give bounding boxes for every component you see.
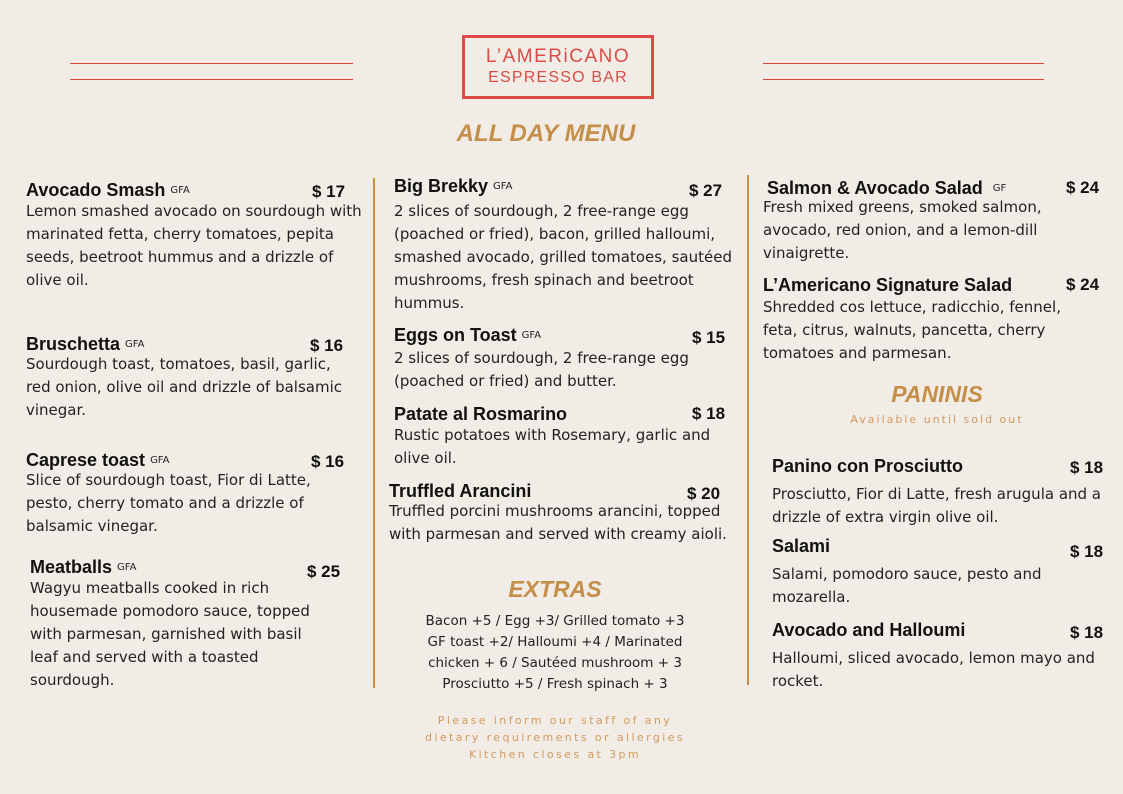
- item-description: Lemon smashed avocado on sourdough with marinated fetta, cherry tomatoes, pepita seeds, beetroot hummus and a drizzle of olive oil.: [26, 202, 362, 289]
- item-price: $ 18: [692, 404, 726, 423]
- item-description: Prosciutto, Fior di Latte, fresh arugula and a drizzle of extra virgin olive oil.: [772, 485, 1101, 526]
- item-price: $ 25: [307, 562, 341, 581]
- item-description: Salami, pomodoro sauce, pesto and mozarella.: [772, 565, 1042, 606]
- extras-heading: EXTRAS: [508, 576, 602, 602]
- item-price: $ 17: [312, 182, 346, 201]
- item-name: Bruschetta: [26, 334, 121, 354]
- menu-title: ALL DAY MENU: [456, 120, 636, 147]
- item-description: Rustic potatoes with Rosemary, garlic and olive oil.: [394, 426, 711, 467]
- item-price: $ 16: [311, 452, 345, 471]
- item-name: L’Americano Signature Salad: [763, 275, 1013, 295]
- item-name: Salmon & Avocado Salad: [767, 178, 983, 198]
- dietary-tag: GF: [992, 183, 1007, 194]
- item-name: Panino con Prosciutto: [772, 456, 964, 476]
- item-price: $ 27: [689, 181, 723, 200]
- item-description: Shredded cos lettuce, radicchio, fennel, feta, citrus, walnuts, pancetta, cherry tomatoes and parmesan.: [763, 298, 1061, 362]
- dietary-tag: GFA: [125, 339, 145, 350]
- brand-logo: [462, 35, 654, 99]
- extras-list: [375, 611, 735, 695]
- item-name: Avocado Smash: [26, 180, 166, 200]
- right-rule-bottom: [763, 79, 1044, 80]
- footer-line: Please inform our staff of any: [437, 714, 673, 727]
- item-name: Eggs on Toast: [394, 325, 517, 345]
- extras-line: Prosciutto +5 / Fresh spinach + 3: [442, 676, 668, 692]
- item-description: 2 slices of sourdough, 2 free-range egg (poached or fried), bacon, grilled halloumi, smashed avocado, grilled tomatoes, sautéed mushrooms, fresh spinach and beetroot hummus.: [394, 202, 732, 312]
- item-name: Avocado and Halloumi: [772, 620, 966, 640]
- paninis-availability: Available until sold out: [850, 413, 1024, 426]
- left-rule-bottom: [70, 79, 353, 80]
- item-description: Halloumi, sliced avocado, lemon mayo and rocket.: [772, 649, 1095, 690]
- item-name: Big Brekky: [394, 176, 489, 196]
- footer-line: dietary requirements or allergies: [425, 731, 685, 744]
- footer-line: Kitchen closes at 3pm: [468, 748, 642, 761]
- item-price: $ 18: [1070, 623, 1104, 642]
- item-price: $ 15: [692, 328, 726, 347]
- item-description: Slice of sourdough toast, Fior di Latte, pesto, cherry tomato and a drizzle of balsamic vinegar.: [26, 471, 311, 535]
- right-rule-top: [763, 63, 1044, 64]
- item-price: $ 24: [1066, 178, 1100, 197]
- item-description: Sourdough toast, tomatoes, basil, garlic, red onion, olive oil and drizzle of balsamic vinegar.: [26, 355, 342, 419]
- item-price: $ 18: [1070, 542, 1104, 561]
- item-price: $ 18: [1070, 458, 1104, 477]
- item-price: $ 24: [1066, 275, 1100, 294]
- item-description: Wagyu meatballs cooked in rich housemade pomodoro sauce, topped with parmesan, garnished with basil leaf and served with a toasted sourdough.: [30, 579, 310, 689]
- item-description: Truffled porcini mushrooms arancini, topped with parmesan and served with creamy aioli.: [389, 502, 727, 543]
- extras-line: GF toast +2/ Halloumi +4 / Marinated: [427, 634, 683, 650]
- dietary-tag: GFA: [521, 330, 542, 341]
- item-name: Patate al Rosmarino: [394, 404, 568, 424]
- extras-line: Bacon +5 / Egg +3/ Grilled tomato +3: [425, 613, 685, 629]
- dietary-tag: GFA: [493, 181, 513, 192]
- brand-name: L’AMERiCANO: [485, 46, 631, 67]
- column-divider-right: [747, 175, 749, 685]
- dietary-tag: GFA: [170, 185, 190, 196]
- item-name: Salami: [772, 536, 831, 556]
- paninis-heading: PANINIS: [891, 381, 983, 407]
- left-rule-top: [70, 63, 353, 64]
- item-description: 2 slices of sourdough, 2 free-range egg (poached or fried) and butter.: [394, 349, 689, 390]
- extras-line: chicken + 6 / Sautéed mushroom + 3: [428, 655, 682, 671]
- dietary-tag: GFA: [150, 455, 170, 466]
- brand-subtitle: ESPRESSO BAR: [488, 69, 628, 86]
- item-price: $ 16: [310, 336, 344, 355]
- item-price: $ 20: [687, 484, 721, 503]
- item-name: Meatballs: [30, 557, 113, 577]
- dietary-tag: GFA: [117, 562, 137, 573]
- item-name: Caprese toast: [26, 450, 146, 470]
- item-name: Truffled Arancini: [389, 481, 532, 501]
- footer-note: [375, 712, 735, 763]
- item-description: Fresh mixed greens, smoked salmon, avocado, red onion, and a lemon-dill vinaigrette.: [763, 198, 1042, 262]
